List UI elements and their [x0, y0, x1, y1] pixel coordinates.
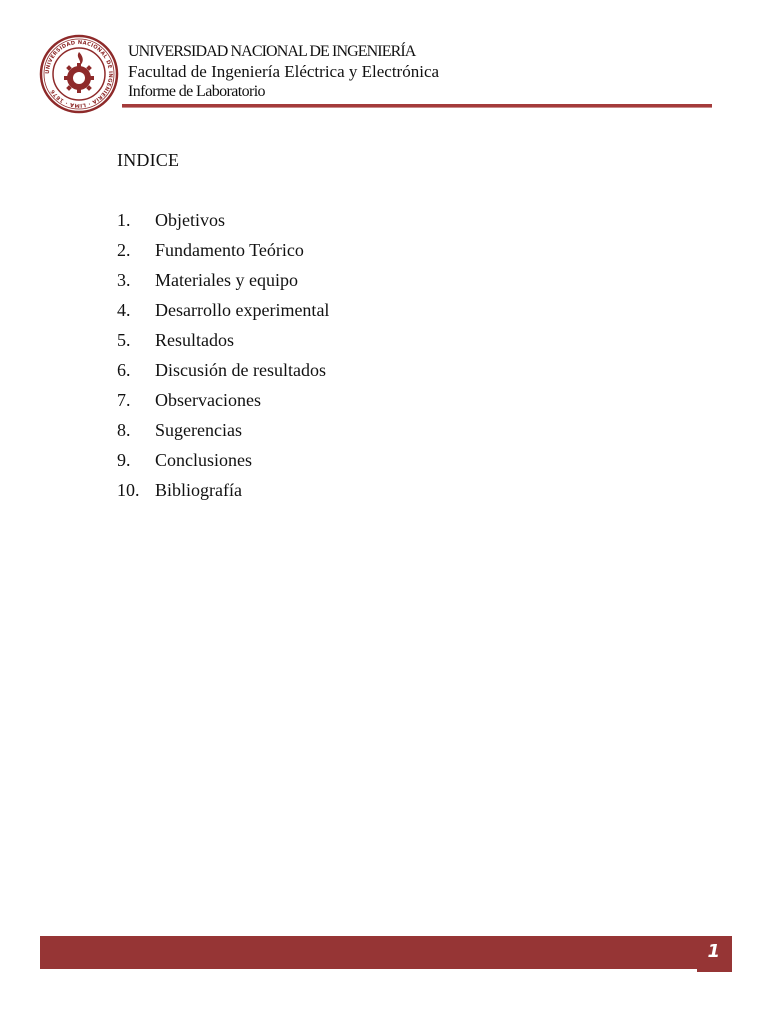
toc-item	[117, 329, 329, 359]
svg-text:UNIVERSIDAD NACIONAL DE INGENI: UNIVERSIDAD NACIONAL DE INGENIERÍA · LIMA · 1876	[44, 39, 114, 109]
page-number-underline	[697, 969, 732, 972]
toc-item	[117, 419, 329, 449]
page-title: INDICE	[117, 150, 180, 170]
header-divider	[122, 104, 712, 107]
toc-item-label: Fundamento Teórico	[155, 240, 304, 260]
toc-item-number: 5.	[117, 330, 131, 350]
toc-item-label: Resultados	[155, 330, 234, 350]
toc-item	[117, 479, 329, 509]
toc-item	[117, 209, 329, 239]
toc-item-label: Objetivos	[155, 210, 225, 230]
footer-bar	[40, 936, 732, 969]
toc-item	[117, 449, 329, 479]
toc-item-number: 1.	[117, 210, 131, 230]
toc-item-number: 3.	[117, 270, 131, 290]
table-of-contents	[117, 209, 329, 509]
page-number: 1	[707, 941, 720, 962]
university-seal-icon	[39, 34, 119, 114]
toc-item-number: 8.	[117, 420, 131, 440]
toc-item-label: Desarrollo experimental	[155, 300, 330, 320]
toc-item-label: Conclusiones	[155, 450, 252, 470]
toc-item	[117, 359, 329, 389]
document-header	[128, 42, 439, 102]
toc-item-number: 10.	[117, 480, 140, 500]
toc-item	[117, 299, 329, 329]
toc-item-number: 7.	[117, 390, 131, 410]
toc-item	[117, 239, 329, 269]
toc-item-number: 9.	[117, 450, 131, 470]
report-type: Informe de Laboratorio	[128, 83, 265, 100]
toc-item-label: Bibliografía	[155, 480, 242, 500]
toc-item-number: 6.	[117, 360, 131, 380]
toc-item	[117, 389, 329, 419]
toc-item-number: 4.	[117, 300, 131, 320]
toc-item-number: 2.	[117, 240, 131, 260]
toc-item-label: Materiales y equipo	[155, 270, 298, 290]
university-name: UNIVERSIDAD NACIONAL DE INGENIERÍA	[128, 43, 416, 60]
toc-item-label: Observaciones	[155, 390, 261, 410]
faculty-name: Facultad de Ingeniería Eléctrica y Electrónica	[128, 62, 440, 81]
toc-item-label: Discusión de resultados	[155, 360, 326, 380]
toc-item-label: Sugerencias	[155, 420, 242, 440]
toc-item	[117, 269, 329, 299]
